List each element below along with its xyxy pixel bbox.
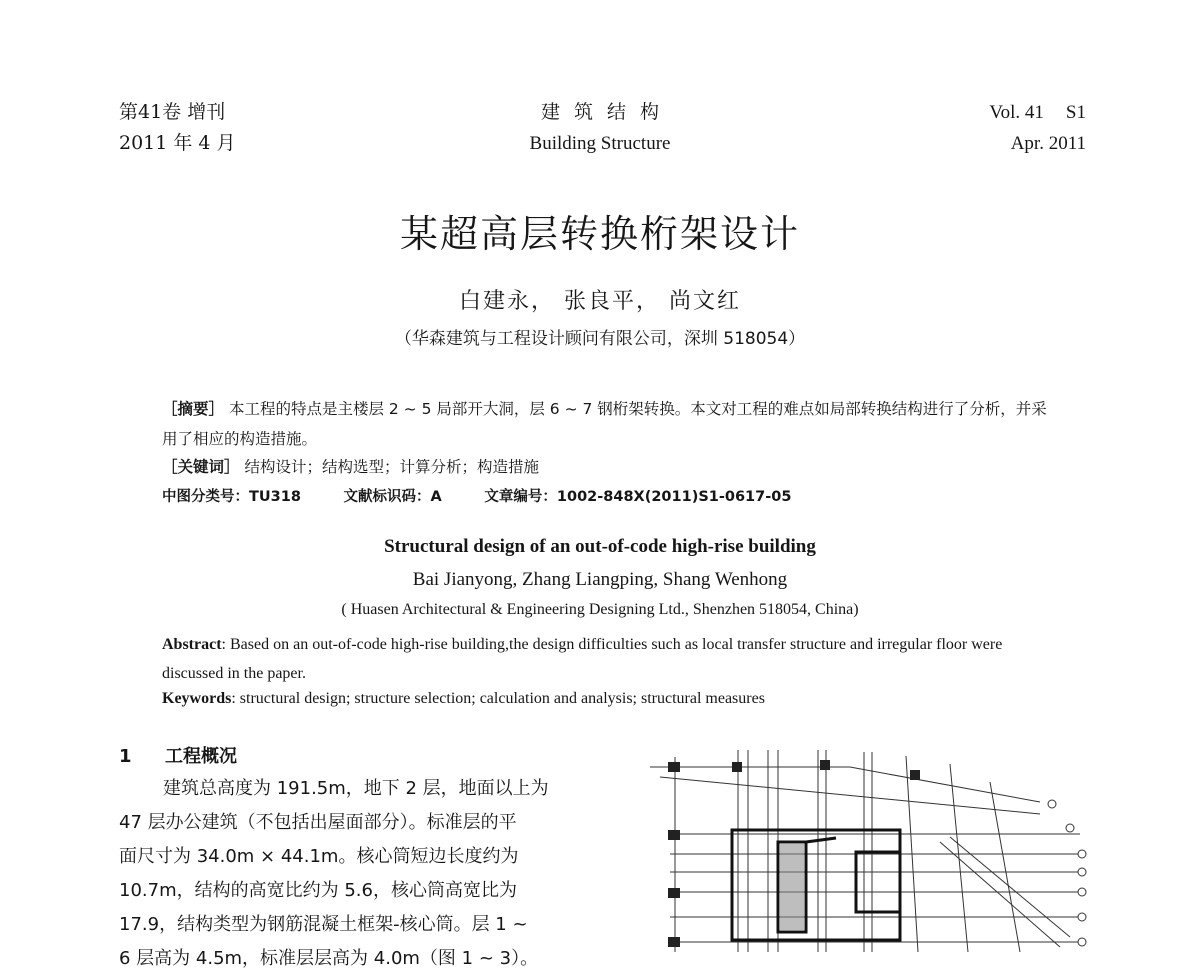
paper-authors-en: Bai Jianyong, Zhang Liangping, Shang Wenhong [412,569,788,590]
paper-affiliation: （华森建筑与工程设计顾问有限公司，深圳 518054） [394,329,806,349]
paper-authors: 白建永， 张良平， 尚文红 [459,289,741,314]
keywords-cn [162,455,539,477]
column [668,762,680,772]
hatched-shaft [780,844,804,930]
column [668,888,680,898]
abstract-en-text: : Based on an out-of-code high-rise building,the design difficulties such as local transfer structure and irregular floor were discussed in the paper. [162,636,1003,682]
paper-title: 某超高层转换桁架设计 [399,212,800,256]
paper-affiliation-en: ( Huasen Architectural & Engineering Designing Ltd., Shenzhen 518054, China) [341,601,859,618]
keywords-en [162,690,765,708]
article-number: 文章编号：1002-848X(2011)S1-0617-05 [484,489,792,505]
journal-name-en: Building Structure [529,133,671,154]
abstract-cn [162,394,1057,454]
journal-issue-header [119,97,236,159]
body-line: 面尺寸为 34.0m × 44.1m。核心筒短边长度约为 [119,846,519,867]
journal-name-header [500,97,700,159]
journal-name-cn: 建筑结构 [540,101,673,123]
grid-line [950,837,1070,937]
core-wall [806,838,836,842]
volume-issue: 第41卷 增刊 [119,101,226,123]
axis-bubble [1078,888,1086,896]
classification-line [162,485,829,506]
volume-en: Vol. 41 [989,102,1044,123]
section-number: 1 [119,746,132,767]
axis-bubble [1078,938,1086,946]
grid-line [660,777,1040,814]
section-heading [119,742,237,768]
keywords-en-text: : structural design; structure selection; calculation and analysis; structural measures [231,690,765,707]
axis-bubble [1078,868,1086,876]
paper-title-en: Structural design of an out-of-code high-rise building [384,536,816,557]
abstract-en-label: Abstract [162,636,222,653]
abstract-cn-text: 本工程的特点是主楼层 2 ~ 5 局部开大洞，层 6 ~ 7 钢桁架转换。本文对工程的难点如局部转换结构进行了分析，并采用了相应的构造措施。 [162,400,1047,448]
keywords-cn-label: ［关键词］ [162,458,240,476]
column [668,830,680,840]
floor-plan-figure [620,742,1100,952]
core-wall [732,830,900,940]
abstract-en [162,630,1052,688]
core-wall [856,852,900,912]
axis-bubble [1078,850,1086,858]
column [668,937,680,947]
column [910,770,920,780]
grid-line [990,782,1020,952]
grid-line [940,842,1060,947]
keywords-cn-text: 结构设计；结构选型；计算分析；构造措施 [244,458,539,476]
section-title: 工程概况 [165,746,237,767]
body-line: 10.7m，结构的高宽比约为 5.6，核心筒高宽比为 [119,880,517,901]
body-paragraph [119,772,584,976]
clc-number: 中图分类号：TU318 [162,489,301,505]
axis-bubble [1066,824,1074,832]
axis-bubble [1048,800,1056,808]
grid-line [850,767,1040,802]
supplement-en: S1 [1065,102,1086,123]
document-code: 文献标识码：A [343,489,442,505]
body-line: 17.9，结构类型为钢筋混凝土框架-核心筒。层 1 ~ [119,914,528,935]
journal-volume-header [989,97,1086,159]
body-line: 6 层高为 4.5m，标准层层高为 4.0m（图 1 ~ 3）。 [119,948,539,969]
body-line: 47 层办公建筑（不包括出屋面部分）。标准层的平 [119,812,517,833]
date-en: Apr. 2011 [1010,133,1086,154]
body-line: 建筑总高度为 191.5m，地下 2 层，地面以上为 [163,778,549,799]
issue-date: 2011 年 4 月 [119,132,236,154]
abstract-cn-label: ［摘要］ [162,400,225,418]
column [732,762,742,772]
keywords-en-label: Keywords [162,690,232,707]
column [820,760,830,770]
axis-bubble [1078,913,1086,921]
